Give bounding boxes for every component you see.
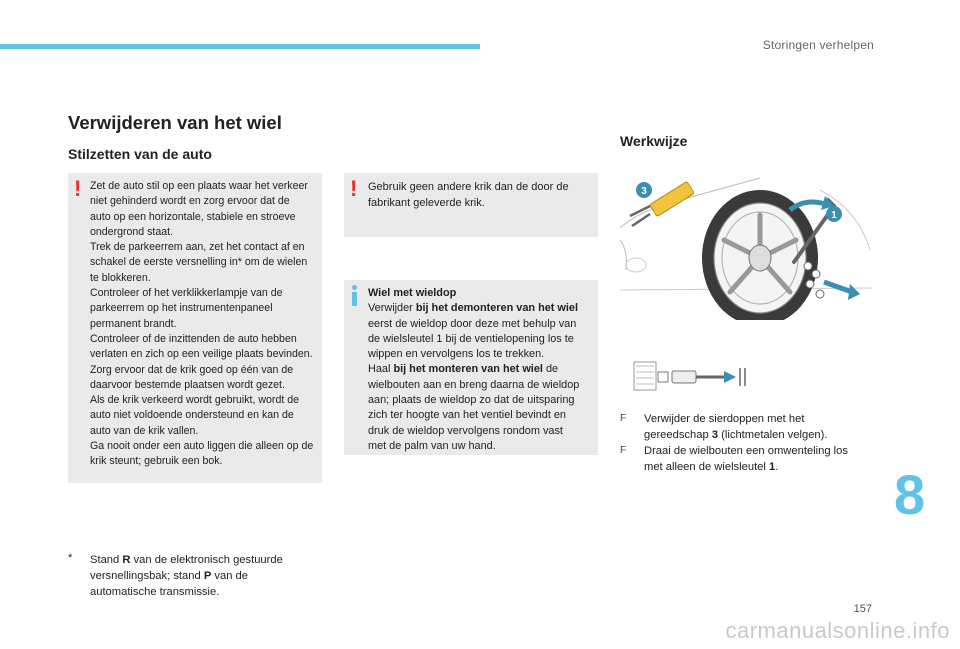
callout-1-label: 1: [831, 210, 837, 221]
info-text: de: [542, 363, 559, 376]
info-text: de wielsleutel 1 bij de ventielopening los te: [368, 332, 574, 345]
info-text: zich ter hoogte van het ventiel bevindt en: [368, 409, 566, 422]
step-item: [620, 411, 880, 443]
tool-arrow: [724, 371, 736, 383]
info-text: Verwijder: [368, 302, 416, 315]
tool-detail-illustration: [632, 358, 750, 394]
warning-icon: !: [74, 176, 82, 201]
page-title: Verwijderen van het wiel: [68, 112, 282, 133]
info-text: Haal: [368, 363, 394, 376]
warning-line: fabrikant geleverde krik.: [368, 197, 485, 209]
info-title: Wiel met wieldop: [368, 287, 457, 299]
warning-box-krik: [344, 173, 598, 237]
footnote-text: versnellingsbak; stand: [90, 570, 204, 582]
info-text: druk de wieldop vervolgens rondom vast: [368, 424, 563, 437]
footnote-text: van de elektronisch gestuurde: [130, 554, 283, 566]
warning-line: Ga nooit onder een auto liggen die alleen op de: [90, 440, 314, 453]
warning-line: verlaten en zich op een veilige plaats bevinden.: [90, 348, 313, 361]
step-bullet: F: [620, 445, 627, 456]
step-bold: 3: [711, 429, 719, 441]
info-text-bold: bij het monteren van het wiel: [393, 363, 543, 376]
warning-line: niet gehinderd wordt en zorg ervoor dat de: [90, 195, 290, 208]
warning-line: schakel de eerste versnelling in* om de wielen: [90, 256, 308, 269]
warning-line: Controleer of het verklikkerlampje van de: [90, 287, 283, 300]
info-text: wippen en vervolgens los te trekken.: [368, 348, 545, 361]
warning-line: krik steunt; gebruik een bok.: [90, 455, 223, 468]
info-text: wielbouten aan en breng daarna de wieldop: [368, 378, 580, 391]
step-bullet: F: [620, 413, 627, 424]
warning-line: parkeerrem op het instrumentenpaneel: [90, 302, 273, 315]
step-text: gereedschap: [644, 429, 712, 441]
warning-line: Gebruik geen andere krik dan de door de: [368, 181, 569, 193]
step-item: [620, 443, 880, 475]
footnote: [68, 552, 328, 600]
subtitle-stilzetten: Stilzetten van de auto: [68, 146, 212, 162]
info-text-bold: bij het demonteren van het wiel: [415, 302, 579, 315]
step-text: Verwijder de sierdoppen met het: [644, 413, 805, 425]
chapter-number: 8: [894, 463, 926, 526]
chapter-tab: [884, 460, 942, 530]
info-text: aan; plaats de wieldop zo dat de uitsparing: [368, 394, 575, 407]
footnote-bold: R: [122, 554, 131, 566]
footnote-text: van de: [211, 570, 248, 582]
section-header: Storingen verhelpen: [762, 38, 874, 52]
footnote-bold: P: [203, 570, 212, 582]
warning-line: ondergrond staat.: [90, 225, 174, 238]
warning-line: Trek de parkeerrem aan, zet het contact af en: [90, 241, 305, 254]
footnote-text: Stand: [90, 554, 123, 566]
warning-line: Zorg ervoor dat de krik goed op één van de: [90, 363, 294, 376]
info-text: eerst de wieldop door deze met behulp van: [368, 317, 577, 330]
info-text: met de palm van uw hand.: [368, 439, 496, 452]
warning-line: auto niet voldoende ondersteund en kan de: [90, 409, 294, 422]
warning-line: auto op een horizontale, stabiele en stroeve: [90, 210, 296, 223]
warning-line: daarvoor bestemde plaatsen wordt gezet.: [90, 378, 285, 391]
footnote-text: automatische transmissie.: [90, 586, 220, 598]
warning-line: Zet de auto stil op een plaats waar het verkeer: [90, 180, 308, 192]
wheel-removal-illustration: [620, 170, 872, 320]
callout-3-label: 3: [641, 186, 647, 197]
warning-text: [90, 179, 316, 470]
footnote-star: *: [68, 552, 73, 564]
warning-box-stilzetten: [68, 173, 322, 483]
warning-line: permanent brandt.: [90, 317, 177, 330]
step-text: Draai de wielbouten een omwenteling los: [644, 445, 848, 457]
top-accent-bar: [0, 44, 480, 49]
info-icon: [352, 285, 357, 305]
rotation-arrow: [790, 202, 825, 210]
subtitle-werkwijze: Werkwijze: [620, 133, 688, 149]
remove-arrow: [824, 282, 852, 292]
watermark: carmanualsonline.info: [725, 618, 950, 643]
procedure-steps: [620, 411, 880, 475]
warning-line: te blokkeren.: [90, 271, 151, 284]
step-text: met alleen de wielsleutel: [644, 461, 769, 473]
step-text: .: [775, 461, 779, 473]
warning-line: auto van de krik vallen.: [90, 424, 199, 437]
page-number: 157: [853, 603, 872, 615]
warning-text: [368, 179, 590, 211]
info-box-wieldop: [344, 280, 598, 455]
warning-line: Controleer of de inzittenden de auto hebben: [90, 332, 297, 345]
warning-icon: !: [350, 176, 358, 201]
step-text: (lichtmetalen velgen).: [718, 429, 828, 441]
warning-line: Als de krik verkeerd wordt gebruikt, wordt de: [90, 394, 300, 407]
step-bold: 1: [769, 461, 776, 473]
